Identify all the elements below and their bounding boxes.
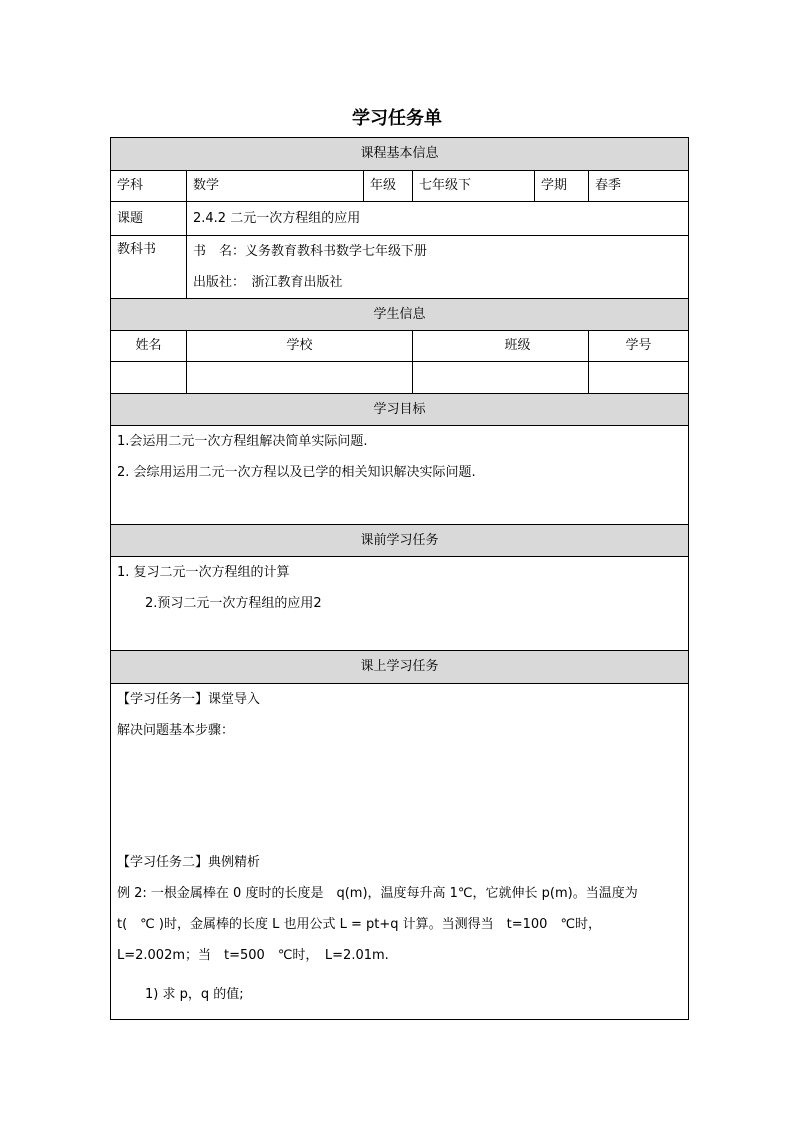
goal-item: 2. 会综用运用二元一次方程以及已学的相关知识解决实际问题.	[117, 465, 476, 480]
task1-title: 【学习任务一】课堂导入	[117, 692, 261, 707]
page-title: 学习任务单	[352, 108, 442, 129]
topic-value: 2.4.2 二元一次方程组的应用	[187, 202, 689, 236]
section-pre-tasks: 课前学习任务	[111, 525, 689, 557]
example-line: L=2.002m；当 t=500 ℃时， L=2.01m.	[117, 948, 389, 963]
topic-label: 课题	[111, 202, 187, 236]
section-in-class: 课上学习任务	[111, 651, 689, 684]
answer-space	[117, 746, 682, 847]
student-name-header: 姓名	[111, 331, 187, 362]
task-sheet-table	[110, 137, 689, 1020]
student-class-header: 班级	[413, 331, 589, 362]
term-label: 学期	[535, 171, 589, 202]
section-student-info: 学生信息	[111, 299, 689, 331]
textbook-publisher: 出版社： 浙江教育出版社	[193, 275, 343, 290]
section-course-info: 课程基本信息	[111, 138, 689, 171]
student-school-header: 学校	[187, 331, 413, 362]
section-goals: 学习目标	[111, 394, 689, 426]
term-value: 春季	[589, 171, 689, 202]
question-1: 1) 求 p，q 的值;	[145, 987, 244, 1002]
student-id-header: 学号	[589, 331, 689, 362]
goals-content	[111, 426, 689, 525]
student-id-cell[interactable]	[589, 362, 689, 394]
subject-value: 数学	[187, 171, 364, 202]
pre-task-item: 1. 复习二元一次方程组的计算	[117, 565, 290, 580]
student-school-cell[interactable]	[187, 362, 413, 394]
textbook-name: 书 名：义务教育教科书数学七年级下册	[193, 244, 428, 259]
task1-line: 解决问题基本步骤：	[117, 723, 235, 738]
example-line: 例 2: 一根金属棒在 0 度时的长度是 q(m)，温度每升高 1℃，它就伸长 p(m)。当温度为	[117, 886, 638, 901]
grade-label: 年级	[364, 171, 413, 202]
student-name-cell[interactable]	[111, 362, 187, 394]
student-class-cell[interactable]	[413, 362, 589, 394]
in-class-content	[111, 684, 689, 1020]
subject-label: 学科	[111, 171, 187, 202]
textbook-label: 教科书	[111, 236, 187, 299]
textbook-info	[187, 236, 689, 299]
pre-task-item: 2.预习二元一次方程组的应用2	[145, 596, 322, 611]
goal-item: 1.会运用二元一次方程组解决简单实际问题.	[117, 434, 368, 449]
pre-tasks-content	[111, 557, 689, 651]
grade-value: 七年级下	[413, 171, 535, 202]
task2-title: 【学习任务二】典例精析	[117, 855, 261, 870]
example-line: t( ℃ )时，金属棒的长度 L 也用公式 L = pt+q 计算。当测得当 t=100 ℃时，	[117, 917, 602, 932]
